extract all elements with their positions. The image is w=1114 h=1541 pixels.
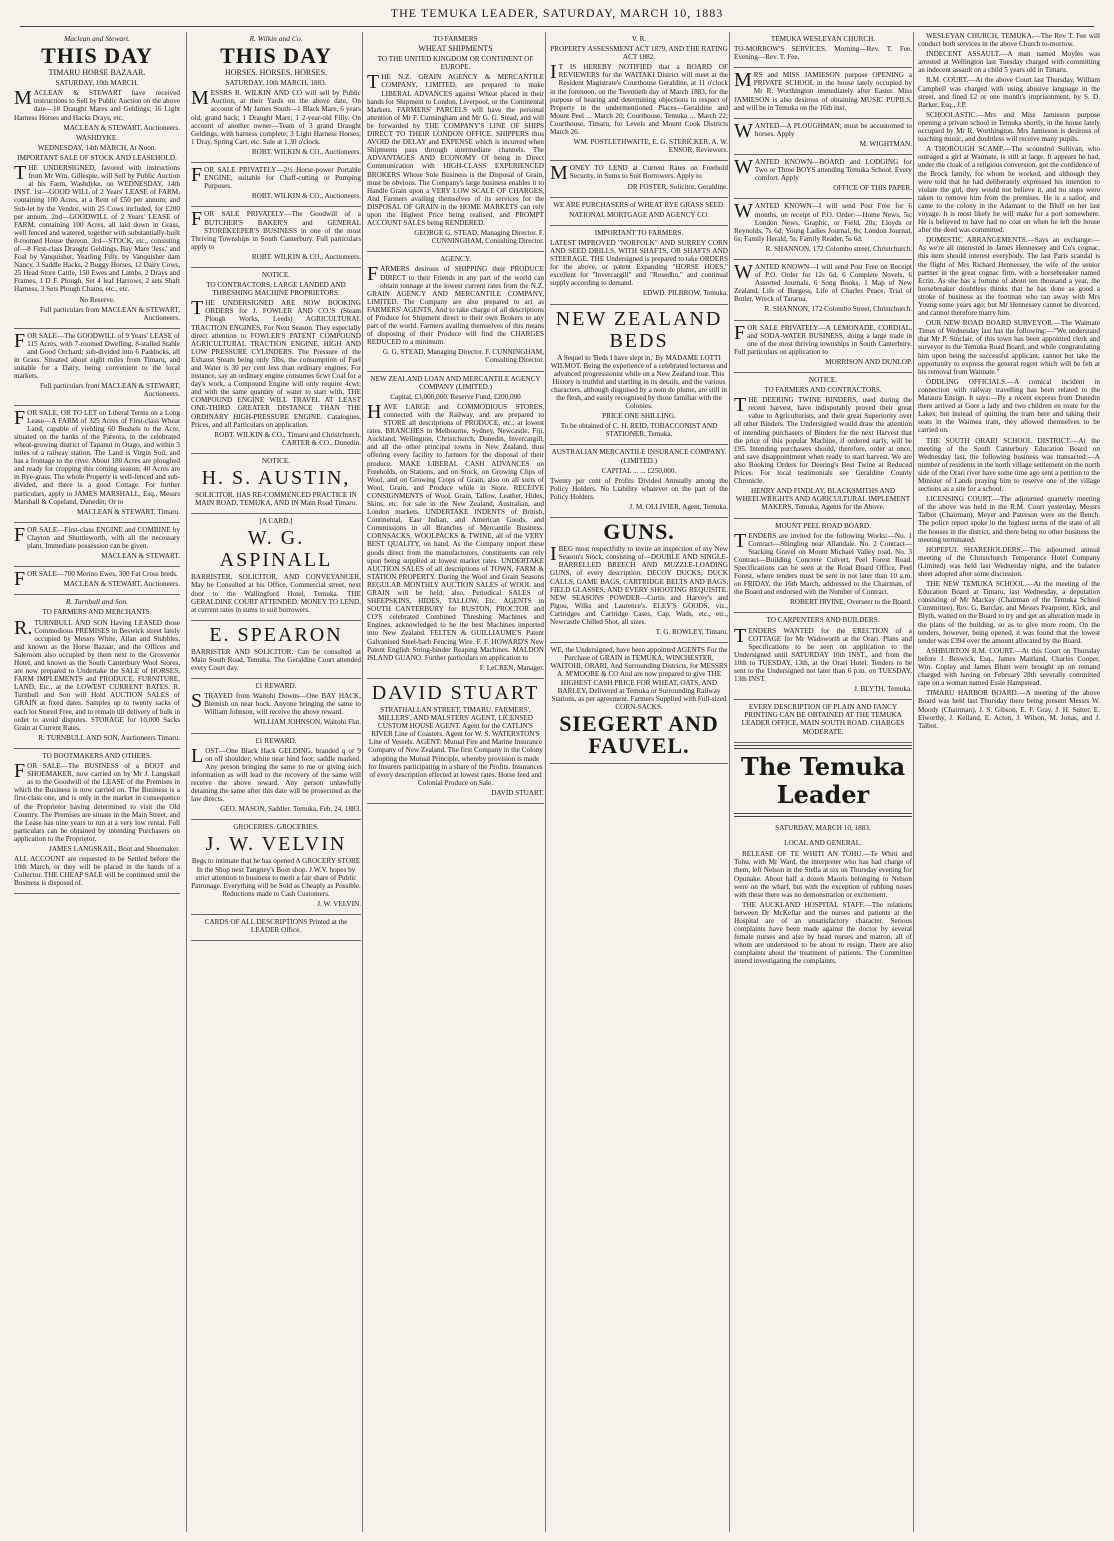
ad-body: FOR SALE PRIVATELY—The Goodwill of a BUTCHER'S BAKER'S and GENERAL STOREKEEPER'S BUSINESS in one of the most Thriving Townships in South Canterbury. Full particulars apply to bbox=[191, 208, 361, 251]
news-paragraph: HOPEFUL SHAREHOLDERS.—The adjourned annual meeting of the Christchurch Temperance Hotel Company (Limited) was held last Wednesday night, and the balance sheet adopted after some discussion. bbox=[918, 545, 1100, 578]
ad-heading: TO BOOTMAKERS AND OTHERS. bbox=[42, 751, 152, 760]
news-paragraph: WESLEYAN CHURCH, TEMUKA.—The Rev T. Fee will conduct both services in the above Church to-morrow. bbox=[918, 32, 1100, 49]
ad-body: THE DEERING TWINE BINDERS, used during the recent harvest, have indisputably proved their great value to Agriculturists, and their great Superiority over all other Binders. The Undersigned would draw the attention of intending purchasers of Binders for the next Harvest that the price of this popular Machine, if ordered early, will be £95. Intending purchasers should, therefore, order at once, and save disappointment when ready to start harvest. We are also Booking Orders for Deering's Best Twine at Reduced Prices. For local testimonials see Geraldine County Chronicle. bbox=[734, 394, 912, 486]
ad-heading: MOUNT PEEL ROAD BOARD. bbox=[775, 521, 871, 530]
news-paragraph: ASHBURTON R.M. COURT.—At this Court on Thursday before J. Beswick, Esq., James Maitland, Charles Cooper, Wm. Copley and James Blunt were brought up on remand charged with having on February 28th severally committed rape on a woman named Essie Hampstead. bbox=[918, 646, 1100, 688]
ad-guns bbox=[550, 518, 728, 643]
ad-signature: MACLEAN & STEWART, Auctioneers. bbox=[63, 123, 180, 132]
column-5 bbox=[729, 32, 912, 1532]
ad-signature: GEO. MASON, Saddler. Temuka, Feb. 24, 1883. bbox=[220, 805, 361, 814]
ad-property-assessment bbox=[550, 32, 728, 161]
ad-heading: £1 REWARD. bbox=[255, 736, 297, 745]
ad-purchasers-wheat bbox=[550, 198, 728, 226]
ad-body: THE UNDERSIGNED, favored with instructions from Mr Wm. Gillespie, will Sell by Public Auction at his Farm, Washdyke, on WEDNESDAY, 14th INST. 1st—GOOD WILL of 2 Years' LEASE of FARM, containing 100 Acres, at a Rent of £50 per annum; and Sub-let by the Vendor, with 25 Cows included, for £200 per annum. 2nd—GOODWILL of 2 Years' LEASE of FARM, containing 100 Acres, all laid down in Grass, well fenced and watered, together with substantially-built 8-roomed House thereon. 3rd—STOCK, etc., consisting of—8 First-class Draught Geldings, Bay Mare 'Jess,' and Foal by Vanquisher, Yearling Filly, by Vanquisher dam Nancy, 3 Saddle Hacks, 2 Buggy Horses, 12 Dairy Cows, 25 Head Store Cattle, 150 Ewes and Lambs, 2 Drays and Frames, 1 D F. Plough, Set 4 leaf Harrows, 2 sets Shaft Harness, 3 Sets Plough Chains, etc., etc. bbox=[14, 162, 180, 294]
ad-signature: MACLEAN & STEWART, Timaru. bbox=[76, 507, 180, 516]
ad-note: No Reserve. bbox=[79, 295, 115, 304]
ad-body: WANTED KNOWN—BOARD and LODGING for Two or Three BOYS attending Temuka School. Every comfort. Apply bbox=[734, 156, 912, 183]
ad-capital: CAPITAL ... ... £250,000. bbox=[601, 466, 677, 475]
ad-wanted-ploughman bbox=[734, 119, 912, 155]
ad-heading: NEW ZEALAND LOAN AND MERCANTILE AGENCY COMPANY (LIMITED.) bbox=[370, 374, 541, 391]
ad-butcher-business bbox=[191, 207, 361, 268]
royal-cipher: V. R. bbox=[631, 35, 647, 43]
editorial-section bbox=[734, 745, 912, 966]
ad-body: THE N.Z. GRAIN AGENCY & MERCANTILE COMPANY, LIMITED, are prepared to make LIBERAL ADVANCES against Wheat placed in their hands for Shipment to London, Liverpool, or the Continental Markets. FARMERS' PARCELS will have the personal attention of Mr F. Cunningham and Mr G. G. Stead, and will be forwarded by THE COMPANY'S LINE OF SHIPS DIRECT TO THEIR LONDON OFFICE. SHIPPERS thus AVOID the DELAY and EXPENSE which is incurred when Shipments pass through intermediate channels. The ADVANTAGES AND ECONOMY Of being in Direct Communication with HIGH-CLASS EXPERIENCED BROKERS Whose Sole Business is the Disposal of Grain, must be obvious. The Company's large business enables it to Handle Grain upon a VERY LOW SCALE OF CHARGES, And Farmers availing themselves of its services for the DISPOSAL OF GRAIN in the HOME MARKETS can rely upon the Highest Price being realised, and PROMPT ACCOUNT SALES being RENDERED. bbox=[367, 71, 544, 228]
ad-name: E. SPEARON bbox=[209, 623, 343, 646]
ad-deering-binders bbox=[734, 373, 912, 519]
issue-date: SATURDAY, MARCH 10, 1883. bbox=[775, 823, 871, 832]
ad-headline: GUNS. bbox=[603, 519, 675, 545]
ad-agency bbox=[367, 252, 544, 371]
ad-body: FOR SALE—First-class ENGINE and COMBINE by Clayton and Shuttleworth, with all the necessary plant. Immediate possession can be given. bbox=[14, 523, 180, 550]
ad-this-day-maclean bbox=[14, 32, 180, 329]
ad-date: WEDNESDAY, 14th MARCH, At Noon. bbox=[37, 143, 157, 152]
ad-body: IBEG most respectfully to invite an inspection of my New Season's Stock, consisting of—DOUBLE AND SINGLE-BARRELLED BREECH AND MUZZLE-LOADING GUNS, of every description. DECOY DUCKS, DUCK CALLS, GAME BAGS, CARTRIDGE BELTS AND BAGS, FIELD GLASSES, AND EVERY SHOOTING REQUISITE. NEW SEASONS POWDER—Curtis and Harvey's and Pigou, Wilks and Laurence's. ELEY'S GOODS, viz., Cartridges and Cartridge Cases, Cap, Wads, etc., etc., Newcastle Chilled Shot, all sizes. bbox=[550, 543, 728, 626]
ad-money-to-lend bbox=[550, 161, 728, 197]
ad-body: IT IS HEREBY NOTIFIED that a BOARD OF REVIEWERS for the WAITAKI District will meet at the Resident Magistrate's Courthouse Geraldine, at 11 o'clock in the forenoon, on the Twentieth day of March 1883, for the purpose of hearing and determining objections in respect of Property in the undermentioned Places—Geraldine and Mount Peel ... March 20; Courthouse, Temuka ... March 22; Courthouse, Timaru, for Levels and Mount Cook Districts March 26. bbox=[550, 61, 728, 137]
ad-name: H. S. AUSTIN, bbox=[201, 467, 351, 490]
ad-signature: ROBT. WILKIN & CO., Timaru and Christchurch. CARTER & CO., Dunedin. bbox=[214, 430, 361, 447]
ad-signature: MORRISON AND DUNLOP. bbox=[825, 357, 912, 366]
ad-title: TO THE UNITED KINGDOM OR CONTINENT OF EUROPE. bbox=[377, 55, 534, 72]
ad-title: IMPORTANT SALE OF STOCK AND LEASEHOLD. bbox=[17, 153, 177, 162]
divider bbox=[734, 745, 912, 749]
ad-signature: HENRY AND FINDLAY, BLACKSMITHS AND WHEELWRIGHTS AND AGRICULTURAL IMPLEMENT MAKERS, Temuka, Agents for the Above. bbox=[735, 487, 911, 512]
ad-body: FOR SALE, OR TO LET on Liberal Terms on a Long Lease—A FARM of 325 Acres of First-class Wheat Land, capable of yielding 60 Bushels to the Acre, situated on the banks of the Pareora, in the celebrated wheat-growing district of Tapanui in Otago, and within 3 miles of a railway station. The Land is Virgin Soil, and has a frontage to the river. About 180 Acres are ploughed and ready for cropping this coming season; 40 Acres are in Rye-grass. The whole Property is well-fenced and sub-divided, and there is a good Cottage. For further particulars, apply to JAMES MARSHALL, Esq., Messrs Marshall & Copeland, Dunedin; Or to bbox=[14, 406, 180, 506]
ad-name: W. G. ASPINALL bbox=[219, 527, 333, 572]
ad-subheading: TIMARU HORSE BAZAAR. bbox=[48, 68, 146, 78]
ad-heading: TO CARPENTERS AND BUILDERS. bbox=[766, 616, 880, 625]
news-paragraph: LICENSING COURT.—The adjourned quarterly meeting of the above was held in the R.M. Court yesterday, Messrs Talbot (Chairman), Meyer and Paterson were on the Bench. The police report spoke in the highest terms of the state of all the houses in the district, and there being no other business the meeting terminated. bbox=[918, 495, 1100, 544]
ad-body: MRS and MISS JAMIESON purpose OPENING a PRIVATE SCHOOL in the house lately occupied by Mr R. Worthington immediately after Easter. Miss JAMIESON is also desirous of obtaining MUSIC PUPILS, and will be in Temuka on the 16th inst. bbox=[734, 69, 912, 112]
ad-wheat-shipments bbox=[367, 32, 544, 252]
ad-private-school bbox=[734, 68, 912, 118]
ad-name: DAVID STUART bbox=[371, 681, 540, 704]
ad-heading: TO FARMERS bbox=[433, 35, 478, 43]
ad-velvin-grocery bbox=[191, 820, 361, 915]
ad-portable-engine bbox=[191, 163, 361, 207]
ad-body: A Sequel to 'Beds I have slept in,' By MADAME LOTTI WILMOT. Being the experience of a celebrated lecturess and advanced progressionist while on a New Zealand tour. This History is truthful and startling in its details, and the various characters, although disguised by a nom de plume, are still in the flesh, and easily recognised by those familiar with the Colonies. bbox=[550, 353, 728, 411]
ad-signature: Full particulars from MACLEAN & STEWART, Auctioneers. bbox=[40, 382, 180, 399]
column-1 bbox=[14, 32, 180, 1532]
ad-signature: Full particulars from MACLEAN & STEWART, Auctioneers. bbox=[40, 305, 180, 322]
news-paragraph: THE AUCKLAND HOSPITAL STAFF.—The relations between Dr McKellar and the nurses and patients at the Hospital are of an unsatisfactory character. Serious complaints have been made against the doctor by several female nurses and also by head nurses and matron, all of whom are understood to be about to resign. There are also complaints about the treatment of patients. The Committee intend investigating the complaints. bbox=[734, 900, 912, 966]
news-paragraph: OUR NEW ROAD BOARD SURVEYOR.—The Waimate Times of Wednesday last has the following:—"We understand that Mr P. Sinclair, of this town has been appointed clerk and surveyor to the Temuka Road Board, and while congratulating him upon being the successful applicant, cannot but take the opportunity to express the general regret which will be felt at his removal from Waimate." bbox=[918, 319, 1100, 376]
ad-title: TO FARMERS AND CONTRACTORS. bbox=[764, 386, 882, 395]
news-paragraph: DOMESTIC ARRANGEMENTS.—Says an exchange:—As we're all interested in James Hennessey and Co's cognac, this item should interest everybody. The last Paris scandal is the flight of Mrs Richard Hennessey, the wife of the senior partner in the great cognac firm, with a horsebreaker named Ecrin. As she has a fortune of about ten thousand a year, the horsebreaker doubtless thinks that he has done as good a stroke of business as the footman who ran away with Mrs Young some years ago; but Mr Hennessey cannot be divorced, and cannot therefore marry him. bbox=[918, 236, 1100, 318]
ad-engine-sale bbox=[14, 523, 180, 567]
news-paragraph: RELEASE OF TE WHITI AN TOHU.—Te Whiti and Tohu, with Mr Ward, the interpreter who has had charge of them, left Nelson in the Stella at six on Thursday evening for Opunake. About half a dozen Maoris belonging to Nelson were on the wharf, but with the exception of rubbing noses with these there was no demonstration or excitement. bbox=[734, 850, 912, 899]
ad-wanted-board bbox=[734, 155, 912, 199]
news-paragraph: INDECENT ASSAULT.—A man named Moyles was arrested at Wellington last Tuesday charged with committing an indecent assault on a child 5 years old in Timaru. bbox=[918, 50, 1100, 75]
ad-ewes-sale bbox=[14, 567, 180, 595]
ad-signature: OFFICE OF THIS PAPER. bbox=[833, 184, 912, 193]
ad-subheading: WHEAT SHIPMENTS bbox=[418, 44, 493, 54]
ad-body: WE ARE PURCHASERS of WHEAT RYE GRASS SEED. bbox=[553, 200, 725, 209]
ad-heading: GROCERIES. GROCERIES. bbox=[233, 823, 319, 832]
ad-body: MONEY TO LEND at Current Rates on Freehold Security, in Sums to Suit Borrowers. Apply to bbox=[550, 162, 728, 185]
ad-wesleyan-church bbox=[734, 32, 912, 68]
ad-subheading: HORSES. HORSES. HORSES. bbox=[224, 68, 328, 78]
ad-nz-loan bbox=[367, 372, 544, 679]
ad-label: [A CARD.] bbox=[259, 517, 293, 526]
ad-signature: ROBT. WILKIN & CO., Auctioneers. bbox=[251, 252, 361, 261]
ad-price: PRICE ONE SHILLING. bbox=[602, 412, 676, 421]
column-2 bbox=[186, 32, 361, 1532]
ad-heading: NOTICE. bbox=[808, 376, 838, 384]
ad-body: BARRISTER AND SOLICITOR, Can be consulted at Main South Road, Temuka. The Geraldine Court attended every Court day. bbox=[191, 647, 361, 672]
ad-signature: ROBT. WILKIN & CO., Auctioneers. bbox=[251, 192, 361, 201]
ad-heading: NOTICE. bbox=[261, 270, 291, 279]
ad-spearon-solicitor bbox=[191, 621, 361, 679]
news-paragraph: ODDLING OFFICIALS.—A comical incident in connection with railway travelling has been related to the Mataura Ensign. It says:—By a recent express from Dunedin there arrived at Gore a lady and two children en route for the Lakes; but instead of quitting the tram here and taking their seats in the Waimea tram, they allowed themselves to be carried on. bbox=[918, 377, 1100, 435]
ad-heading: IMPORTANT TO FARMERS. bbox=[594, 228, 684, 237]
ad-body: TENDERS WANTED for the ERECTION of a COTTAGE for Mr Wadsworth at the Orari. Plans and Specifications to be seen on application to the Undersigned until SATURDAY 10th INST., and from the 10th to TUESDAY, 13th, at the Orari Hotel. Tenders to be sent to the Undersigned not later than 6 p.m. on TUESDAY, 13th INST. bbox=[734, 624, 912, 684]
ad-turnbull bbox=[14, 595, 180, 749]
ad-signature: J. W. VELVIN. bbox=[317, 899, 361, 908]
ad-body: WANTED KNOWN—I will send Post Free on Receipt of P.O. Order for 12s 6d, 6 Complete Novels, 6 Assorted Journals, 6 Song Books, 1 Map of New Zealand, Life of Burgess, Life of Charles Peace, Trial of Butler, Wreck of Tararua. bbox=[734, 260, 912, 304]
ad-headline: NEW ZEALAND BEDS bbox=[555, 307, 723, 352]
ad-body: SOLICITOR, HAS RE-COMMENCED PRACTICE IN MAIN ROAD, TEMUKA, AND IN Main Road Timaru. bbox=[195, 491, 357, 508]
ad-heading: AUSTRALIAN MERCANTILE INSURANCE COMPANY. (LIMITED.) bbox=[551, 448, 727, 465]
ad-date: SATURDAY, 10th MARCH. bbox=[55, 79, 139, 88]
ad-signature: J. M. OLLIVIER, Agent, Temuka. bbox=[629, 503, 728, 512]
ad-signature: NATIONAL MORTGAGE AND AGENCY CO. bbox=[569, 210, 709, 219]
news-paragraph: TIMARU HARBOR BOARD.—A meeting of the above Board was held last Thursday there being present Messrs W. Moody (Chairman), J. S. Gibson, E. F. Gray, J. H. Sutter, E. Elworthy, J. Kelland, E. Acton, J. Wilson, M. Jonas, and J. Talbot. bbox=[918, 689, 1100, 730]
ad-carpenters bbox=[734, 613, 912, 700]
ad-austin-solicitor bbox=[191, 454, 361, 514]
news-paragraph: A THOROUGH SCAMP.—The scoundrel Sullivan, who outraged a girl at Waimate, is still at large. It appears he had, under the cloak of a religious conversion, got the confidence of the Brock family, for whom he worked, and although they were told that he had deliberately expressed his intention to violate the girl, they would not believe it, and no steps were taken to remove him from the premises. He is a sailor, and came to the colony in the Adamant to the Bluff on her last voyage. It is most likely he will make for a port somewhere. He is believed to have had no coat on when he left the house after the deed was committed. bbox=[918, 145, 1100, 235]
column-4 bbox=[545, 32, 728, 1532]
ad-body: TO-MORROW'S SERVICES. Morning—Rev. T. Fee. Evening—Rev. T. Fee. bbox=[734, 45, 912, 62]
ad-body: FOR SALE—700 Merino Ewes, 300 Fat Cross breds. bbox=[14, 568, 178, 591]
ad-signature: DR FOSTER, Solicitor, Geraldine. bbox=[627, 182, 728, 191]
ad-australian-insurance bbox=[550, 445, 728, 518]
advertiser-name: Maclean and Stewart. bbox=[63, 34, 131, 43]
ad-headline: THIS DAY bbox=[220, 43, 332, 69]
ad-lemonade-business bbox=[734, 321, 912, 373]
ad-heading: AGENCY. bbox=[440, 255, 471, 264]
ad-signature: R. SHANNON, 172 Colombo street, Christchurch. bbox=[765, 244, 912, 253]
ad-signature: G. G. STEAD, Managing Director. F. CUNNINGHAM, Consulting Director. bbox=[382, 348, 544, 365]
ad-important-farmers bbox=[550, 226, 728, 305]
news-paragraph: R.M. COURT.—At the above Court last Thursday, William Campbell was charged with using abusive language in the street, and fined £2 or one month's imprisonment, by S. D. Barker, Esq., J.P. bbox=[918, 76, 1100, 109]
ad-signature: WM. POSTLETHWAITE, E. G. STERICKER, A. W. ENSOR, Reviewers. bbox=[573, 138, 728, 155]
ad-body: FOR SALE—The GOODWILL of 9 Years' LEASE of 115 Acres, with 7-roomed Dwelling, 8-stalled Stable and Good Orchard; sub-divided into 6 Paddocks, all in Grass. Situated about eight miles from Timaru, and suitable for a Dairy, being convenient to the local markets. bbox=[14, 329, 180, 381]
ad-body: WANTED KNOWN—I will send Post Free for 6 months, on receipt of P.O. Order:—Home News, 5s; London News, Graphic, or Field, 20s; Lloyds or Reynolds, 7s 6d; Young Ladies Journal, 8s; London Journal, 6s; Family Herald, 5s; Family Reader, 5s 6d. bbox=[734, 200, 912, 243]
ad-signature: R. SHANNON, 172 Colombo Street, Christchurch. bbox=[764, 305, 912, 314]
ad-body: FARMERS desirous of SHIPPING their PRODUCE DIRECT to their Friends in any part of the world can obtain tonnage at the lowest current rates from the N.Z. GRAIN AGENCY AND MERCANTILE COMPANY, LIMITED. The Company are also prepared to act as FARMERS' AGENTS, And to take charge of all descriptions of Produce for Shipment direct to their own Brokers to any part of the world. Farmers availing themselves of this means of disposing of their Produce will find the CHARGES REDUCED to a minimum. bbox=[367, 263, 544, 347]
ad-nz-beds bbox=[550, 305, 728, 446]
ad-signature: ROBERT IRVINE, Overseer to the Board. bbox=[789, 598, 912, 607]
ad-reward-strayed bbox=[191, 679, 361, 733]
ad-name: J. W. VELVIN bbox=[205, 833, 347, 856]
ad-fowler-engines bbox=[191, 268, 361, 454]
news-paragraph: THE SOUTH ORARI SCHOOL DISTRICT.—At the meeting of the South Canterbury Education Board on Wednesday last, the following business was transacted:—A number of residents in the north village settlement on the north side of the Orari river have some time ago sent a petition to the Minister of Lands praying him to reserve one of the village sections as a site for a school. bbox=[918, 436, 1100, 494]
ad-body: FOR SALE PRIVATELY—2½ Horse-power Portable ENGINE, suitable for Chaff-cutting or Pumping Purposes. bbox=[191, 164, 361, 191]
ad-signature: WILLIAM JOHNSON, Waitohi Flat. bbox=[253, 718, 361, 727]
ad-body: TENDERS are invited for the following Works:—No. 1 Contract—Shingling near Allandale. No. 2 Contract—Stacking Gravel on Mount Michael Valley road. No. 3 Contract—Building Concrete Culvert, Peel Forest Road. Specifications can be seen at the Road Board Office, Peel Forest, where tenders must be sent in not later than 10 a.m. on FRIDAY, the 16th March, addressed to the Chairman, of the Board and endorsed with the Number of Contract. bbox=[734, 529, 912, 597]
ad-signature: GEORGE G. STEAD, Managing Director. F. CUNNINGHAM, Consulting Director. bbox=[414, 229, 544, 246]
ad-aspinall-card bbox=[191, 514, 361, 621]
ad-body: HAVE LARGE and COMMODIOUS STORES, connected with the Railway, and are prepared to STORE all descriptions of PRODUCE, etc., at lowest rates. BRANCHES in Melbourne, Sydney, Newcastle, Fiji, Auckland, Wellington, Christchurch, Dunedin, Invercargill, and all the other principal towns in New Zealand, thus offering every facility to farmers for the disposal of their produce. MAKE LIBERAL CASH ADVANCES on Freeholds, on Stations, and on Stock, on Growing Clips of Wool, and on Growing Crops of Grain, also on all sorts of Wool, Grain, and Produce while in Store. RECEIVE CONSIGNMENTS of Wool, Grain, Tallow, Leather, Hides, Skins, etc. for sale in the New Zealand, Australian, and London markets. UNDERTAKE INDENTS of British, Continental, East Indian, and American Goods, and Commissions in all Branches of Mercantile Business. CORNSACKS, WOOLPACKS & TWINE, all of the VERY BEST QUALITY, on hand. As the Company import these goods direct from the manufacturers, constituents can rely upon being supplied at lowest market rates. UNDERTAKE AUCTION SALES of all descriptions of TOWN, FARM & STATION PROPERTY. During the Wool and Grain Seasons REGULAR MONTHLY AUCTION SALES of WOOL and GRAIN will be held; also, Periodical SALES of SHEEPSKINS, HIDES, TALLOW, Etc. AGENTS in SOUTH CANTERBURY for RUSTON, PROCTOR and CO'S celebrated Combined Threshing Machines and Engines, acknowledged to be the best Machines imported into New Zealand. FELTEN & GUILLIAUME'S Patent Galvanised Steel-barb Fencing Wire. F. F. HOWARD'S New Patent English String-binder Reaping Machines. MALDON ISLAND GUANO. Further particulars on application to bbox=[367, 400, 544, 662]
column-3 bbox=[362, 32, 544, 1532]
advertiser-name: R. Wilkin and Co. bbox=[249, 34, 303, 43]
ad-heading: NOTICE. bbox=[261, 456, 291, 465]
ad-body: R.TURNBULL AND SON Having LEASED those Commodious PREMISES in Beswick street lately occupied by Messrs White, Allan and Stubbles, and known as the Horse Bazaar, and the Offices and Saleroom also occupied by them next to the Grosvenor Hotel, and known as the South Canterbury Wool Stores, are now prepared to Undertake the SALE of HORSES, FARM IMPLEMENTS and PRODUCE, FURNITURE, LAND, Etc., at the LOWEST CURRENT RATES. R. Turnbull and Son will Hold AUCTION SALES of GRAIN at fixed dates. Samples up to twenty sacks of each lot Stored Free, and to remain till delivery of bulk in order to avoid disputes. STORAGE for 10,000 Sacks Grain at Current Rates. bbox=[14, 616, 180, 732]
ad-signature: JAMES LANGSKAIL, Boot and Shoemaker. bbox=[49, 844, 180, 853]
ad-heading: £1 REWARD. bbox=[255, 682, 297, 691]
ad-signature: M. WIGHTMAN. bbox=[859, 139, 912, 148]
ad-body: LOST—One Black Hack GELDING, branded q or 9 on off shoulder; white near hind foot; saddle marked. Any person bringing the same to me or giving such information as will lead to the recovery of the same will receive the above reward. Any person unlawfully detaining the same after this date will be prosecuted as the law directs. bbox=[191, 744, 361, 804]
ad-printing bbox=[734, 700, 912, 742]
ad-body: CARDS OF ALL DESCRIPTIONS Printed at the LEADER Office. bbox=[204, 918, 348, 935]
ad-body: MACLEAN & STEWART have received instructions to Sell by Public Auction on the above date—18 Draught Mares and Geldings; 16 Light Harness Horses and Hacks Drays, etc. bbox=[14, 87, 180, 122]
ad-signature: MACLEAN & STEWART. bbox=[101, 552, 180, 561]
ad-signature: MACLEAN & STEWART, Auctioneers. bbox=[63, 580, 180, 589]
ad-david-stuart bbox=[367, 679, 544, 804]
ad-body: WE, the Undersigned, have been appointed AGENTS For the Purchase of GRAIN in TEMUKA, WINCHESTER, WAITOHI, ORARI, And Surrounding Districts, for MESSRS A. M'MOORE & CO And are now prepared to give THE HIGHEST CASH PRICE FOR WHEAT, OATS, AND BARLEY, Delivered at Temuka or Surrounding Railway Stations, as per agreement. Farmers Supplied with Full-sized CORN-SACKS. bbox=[550, 646, 728, 711]
ad-body: STRAYED from Waitohi Downs—One BAY HACK, Blemish on near hock. Anyone bringing the same to William Johnson, will receive the above reward. bbox=[191, 690, 361, 717]
ad-body: Begs to intimate that he has opened A GROCERY STORE In the Shop next Tangney's Boot shop. J.W.V. hopes by strict attention to business to merit a fair share of Public Patronage. Everything will be Sold as Cheaply as Possible. Reductions made to Cash Customers. bbox=[191, 857, 361, 898]
ad-signature: R. TURNBULL AND SON, Auctioneers Timaru. bbox=[38, 733, 180, 742]
news-paragraph: THE NEW TEMUKA SCHOOL.—At the meeting of the Education Board at Timaru, last Wednesday, a deputation consisting of Mr Mackay (Chairman of the Temuka School Committee), Rev. G. Barclay, and Messrs Pearpoint, Kirk, and Blyth, waited on the Board to try and get an alteration made in the plans of the building, so as to give more room. On the tenders, however, being opened, it was found that the lowest tender was £394 over the amount allocated by the Board. bbox=[918, 580, 1100, 645]
ad-note: ALL ACCOUNT are requested to be Settled before the 10th March, or they will be placed in the hands of a Collector. THE CHEAP SALE will be continued until the Business is disposed of. bbox=[14, 855, 180, 888]
ad-bootmakers bbox=[14, 749, 180, 895]
ad-title: TO CONTRACTORS, LARGE LANDED AND THRESHING MACHINE PROPRIETORS. bbox=[206, 281, 346, 298]
ad-signature: DAVID STUART. bbox=[491, 788, 544, 797]
section-heading: LOCAL AND GENERAL. bbox=[784, 839, 862, 848]
ad-body: STRATHALLAN STREET, TIMARU. FARMERS', MILLERS', AND MALSTERS' AGENT, LICENSED CUSTOM HOUSE AGENT. Agent for the CATLIN'S RIVER Line of Coasters. Agent for W. S. WATERSTON'S Line of Vessels. AGENT: Mutual Fire and Marine Insurance Company of New Zealand. The first Company in the Colony adopting the Mutual Principle, whereby provision is made for Insurers participating in a share of the Profits. Insurances of every description effected at lowest rates. Horse feed and Colonial Produce on Sale. bbox=[368, 705, 543, 787]
ad-heading: TO FARMERS AND MERCHANTS. bbox=[42, 608, 152, 617]
ad-heading: TEMUKA WESLEYAN CHURCH. bbox=[770, 35, 876, 43]
ad-body: FOR SALE—The BUSINESS of a BOOT and SHOEMAKER, now carried on by Mr J. Langskail as to the Goodwill of the LEASE of the Premises in which the Business is now carried on. The Business is a first-class one, and is only in the market in consequence of the Proprietor having determined to visit the Old Country. The Premises are situate in the Main Street, and the Lease has nine years to run at a very low rental. Full particulars can be obtained by intending Purchasers on application to the Proprietor, bbox=[14, 760, 180, 843]
ad-goodwill-lease bbox=[14, 329, 180, 406]
ad-body: FOR SALE PRIVATELY—A LEMONADE, CORDIAL, and SODA-WATER BUSINESS, doing a large trade in one of the most thriving townships in South Canterbury. Full particulars on application to bbox=[734, 321, 912, 356]
ad-heading: WASHDYKE. bbox=[75, 133, 119, 142]
ad-signature: ROBT. WILKIN & CO., Auctioneers. bbox=[251, 147, 361, 156]
ad-signature: T. G. ROWLEY, Timaru. bbox=[655, 628, 728, 637]
ad-this-day-wilkin bbox=[191, 32, 361, 163]
ad-signature: SIEGERT AND FAUVEL. bbox=[559, 710, 719, 758]
ad-wanted-known-papers bbox=[734, 199, 912, 260]
ad-farm-to-let bbox=[14, 406, 180, 523]
ad-wanted-known-novels bbox=[734, 260, 912, 321]
ad-body: THE UNDERSIGNED ARE NOW BOOKING ORDERS for J. FOWLER AND CO.'S (Steam Plough Works, Leeds) AGRICULTURAL TRACTION ENGINES, For Next Season. They especially direct attention to FOWLER'S PATENT COMPOUND AGRICULTURAL TRACTION ENGINE, HIGH AND LOW PRESSURE CYLINDERS. The Pressure of the Exhaust Steam being only 5lbs, the consumption of Fuel and Water is 30 per cent less than ordinary engines. For instance, say an ordinary engine consumes 6cwt Coal for a day's work, a Compound Engine will only require 4cwt; and with the same quantity of water to start with, THE COMPOUND ENGINE WILL TRAVEL AT LEAST ONE-THIRD GREATER DISTANCE THAN THE ORDINARY HIGH-PRESSURE ENGINE. Catalogues, Prices, and all Particulars on application. bbox=[191, 297, 361, 429]
newspaper-masthead: The Temuka Leader bbox=[740, 751, 906, 809]
ad-heading: PROPERTY ASSESSMENT ACT 1879, AND THE RATING ACT 1882. bbox=[550, 45, 728, 62]
news-paragraph: SCHOOLASTIC.—Mrs and Miss Jamieson purpose opening a private school in Temuka shortly, in the house lately occupied by Mr R. Worthington. Mrs Jamieson is desirous of teaching music, and doubtless will receive many pupils. bbox=[918, 110, 1100, 144]
ad-capital: Capital, £3,000,000. Reserve Fund, £200,000 bbox=[390, 392, 521, 401]
column-6 bbox=[913, 32, 1100, 1532]
ad-body: BARRISTER, SOLICITOR, AND CONVEYANCER, May be Consulted at his Office, Commercial street, next door to the Wallingford Hotel, Temuka. THE GERALDINE COURT ATTENDED. MONEY TO LEND, at current rates in sums to suit borrowers. bbox=[191, 573, 361, 614]
ad-date: SATURDAY, 10th MARCH, 1883. bbox=[225, 79, 327, 88]
ad-body: LATEST IMPROVED "NORFOLK" AND SURREY CORN AND SEED DRILLS, WITH SHAFTS, OR SHAFTS AND STEERAGE. THE Undersigned is prepared to take ORDERS for the above, or patent Expanding "HORSE HOES," excellent for "Invercargill" and "Rosedhu," and continual supply according to demand. bbox=[550, 238, 728, 288]
ad-mount-peel-board bbox=[734, 519, 912, 614]
ad-reward-lost bbox=[191, 734, 361, 821]
divider bbox=[734, 813, 912, 817]
ad-signature: J. BLYTH, Temuka. bbox=[854, 685, 912, 694]
ad-cards-printing bbox=[191, 915, 361, 941]
ad-grain-agents bbox=[550, 643, 728, 764]
ad-body: MESSRS R. WILKIN AND CO will sell by Public Auction, at their Yards on the above date, On account of Mr James South—1 Black Mare, 6 years old, grand hack; 1 Draught Mare; 1 2-year-old Filly. On account of another owner—Team of 3 grand Draught Geldings, with harness complete; 3 Light Harness Horses; 1 Dray, Spring Cart, etc. Sale at 1.30 o'clock. bbox=[191, 87, 361, 146]
ad-signature: F. LeCREN, Manager. bbox=[479, 663, 544, 672]
page-masthead: THE TEMUKA LEADER, SATURDAY, MARCH 10, 1883 bbox=[20, 6, 1094, 27]
ad-signature: EDWD. PILBROW, Temuka. bbox=[642, 289, 728, 298]
ad-body: EVERY DESCRIPTION OF PLAIN AND FANCY PRINTING CAN BE OBTAINED AT THE TEMUKA LEADER OFFICE, MAIN SOUTH ROAD. CHARGES MODERATE. bbox=[741, 703, 905, 736]
advertiser-name: R. Turnbull and Son. bbox=[65, 597, 129, 607]
ad-body: Twenty per cent of Profits Divided Annually among the Policy Holders. No Liability whatever on the part of the Policy Holders. bbox=[550, 476, 728, 501]
ad-signature: To be obtained of C. H. REID, TOBACCONIST AND STATIONER, Temuka. bbox=[560, 422, 718, 439]
ad-headline: THIS DAY bbox=[41, 43, 153, 69]
ad-body: WANTED—A PLOUGHMAN; must be accustomed to horses. Apply bbox=[734, 119, 912, 142]
